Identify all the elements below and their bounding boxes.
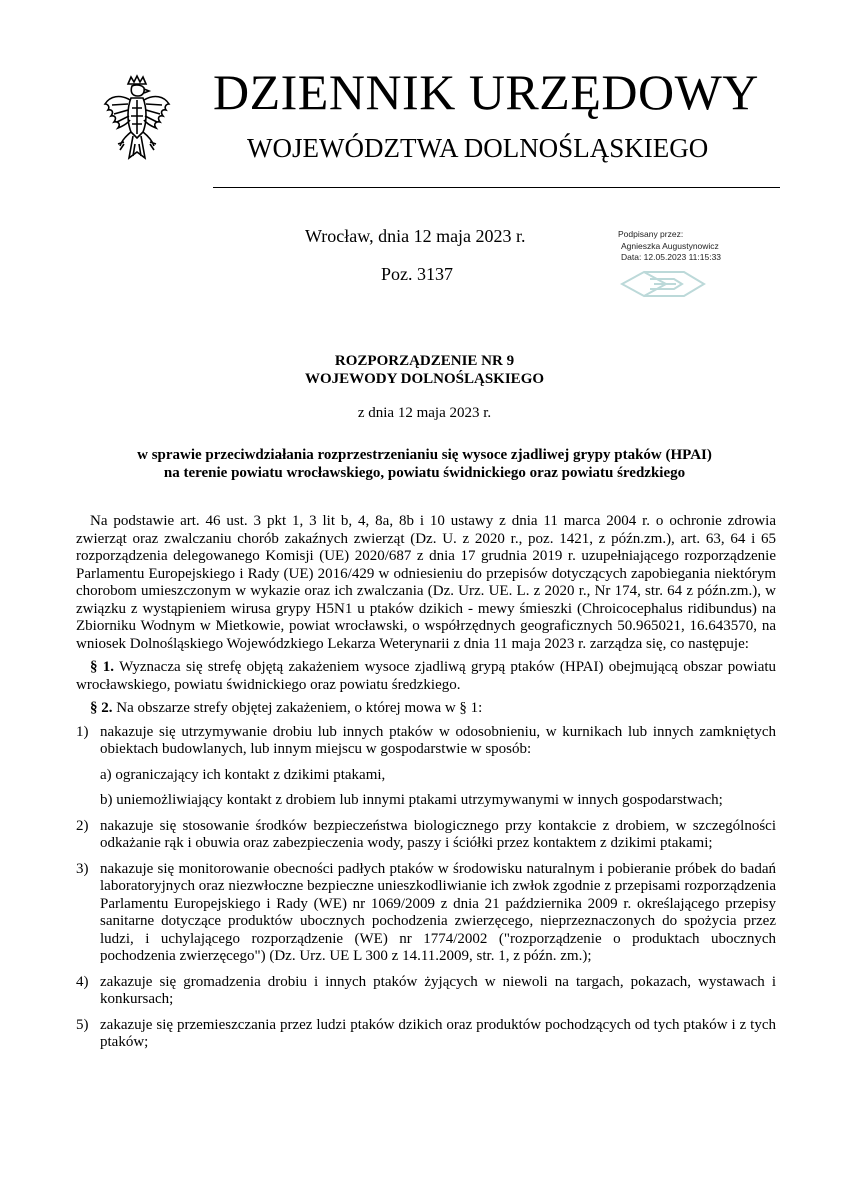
document-body	[76, 513, 776, 1052]
masthead-title: DZIENNIK URZĘDOWY	[213, 64, 759, 120]
list-item-number: 3)	[76, 860, 89, 877]
subject-line-2: na terenie powiatu wrocławskiego, powiatu świdnickiego oraz powiatu średzkiego	[163, 465, 686, 481]
list-item-text: nakazuje się stosowanie środków bezpieczeństwa biologicznego przy kontakcie z drobiem, w szczególności odkażanie rąk i obuwia oraz zabezpieczenia wody, paszy i ściółki przez kontaktem z dzikimi ptakami;	[100, 817, 776, 851]
section-1	[76, 659, 776, 694]
document-subject	[60, 446, 789, 482]
signer-name: Agnieszka Augustynowicz	[621, 240, 719, 251]
list-item-number: 4)	[76, 973, 89, 990]
digital-signature-block	[618, 229, 778, 264]
list-item	[76, 818, 776, 853]
polish-eagle-emblem	[102, 74, 172, 168]
section-2-text: Na obszarze strefy objętej zakażeniem, o której mowa w § 1:	[116, 700, 483, 716]
list-item-text: nakazuje się monitorowanie obecności padłych ptaków w środowisku naturalnym i pobieranie próbek do badań laboratoryjnych oraz niezwłoczne bezpieczne unieszkodliwianie ich zwłok zgodnie z przepisami rozporządzenia Parlamentu Europejskiego i Rady (WE) nr 1069/2009 z dnia 21 października 2009 r. określającego przepisy sanitarne dotyczące produktów ubocznych pochodzenia zwierzęcego, nieprzeznaczonych do spożycia przez ludzi, i uchylającego rozporządzenie (WE) nr 1774/2002 ("rozporządzenie o produktach ubocznych pochodzenia zwierzęcego") (Dz. Urz. UE L 300 z 14.11.2009, str. 1, z późn. zm.);	[100, 860, 776, 964]
section-1-number: § 1.	[90, 659, 115, 675]
section-1-text: Wyznacza się strefę objętą zakażeniem wysoce zjadliwą grypą ptaków (HPAI) obejmującą obszar powiatu wrocławskiego, powiatu świdnickiego oraz powiatu średzkiego.	[76, 659, 777, 693]
list-item	[76, 861, 776, 966]
place-and-date: Wrocław, dnia 12 maja 2023 r.	[305, 226, 526, 246]
list-item-number: 2)	[76, 817, 89, 834]
list-item	[76, 1017, 776, 1052]
list-item	[76, 974, 776, 1009]
signature-label: Podpisany przez:	[618, 229, 684, 239]
document-title: ROZPORZĄDZENIE NR 9	[334, 353, 515, 369]
list-item-text: zakazuje się gromadzenia drobiu i innych ptaków żyjących w niewoli na targach, pokazach, wystawach i konkursach;	[100, 973, 776, 1007]
subject-line-1: w sprawie przeciwdziałania rozprzestrzenianiu się wysoce zjadliwej grypy ptaków (HPAI)	[137, 447, 712, 463]
document-date: z dnia 12 maja 2023 r.	[357, 405, 492, 421]
sub-item-a: a) ograniczający ich kontakt z dzikimi ptakami,	[100, 766, 386, 783]
masthead-subtitle: WOJEWÓDZTWA DOLNOŚLĄSKIEGO	[247, 133, 709, 163]
section-2-number: § 2.	[90, 700, 113, 716]
signature-check-icon	[620, 270, 706, 298]
masthead-divider	[213, 187, 780, 188]
signature-date: Data: 12.05.2023 11:15:33	[621, 252, 722, 262]
list-item-number: 5)	[76, 1016, 89, 1033]
sub-item-b: b) uniemożliwiający kontakt z drobiem lub innymi ptakami utrzymywanymi w innych gospodarstwach;	[100, 792, 723, 808]
list-item-text: zakazuje się przemieszczania przez ludzi ptaków dzikich oraz produktów pochodzących od tych ptaków i z tych ptaków;	[100, 1016, 776, 1050]
list-item-text: nakazuje się utrzymywanie drobiu lub innych ptaków w odosobnieniu, w kurnikach lub innych zamkniętych obiektach budowlanych, lub innym miejscu w gospodarstwie w sposób:	[100, 723, 776, 757]
position-number: Poz. 3137	[381, 264, 453, 284]
list-item	[76, 724, 776, 759]
preamble: Na podstawie art. 46 ust. 3 pkt 1, 3 lit b, 4, 8a, 8b i 10 ustawy z dnia 11 marca 2004 r. o ochronie zdrowia zwierząt oraz zwalczaniu chorób zakaźnych zwierząt (Dz. U. z 2020 r., poz. 1421, z późn.zm.), art. 63, 64 i 65 rozporządzenia delegowanego Komisji (UE) 2020/687 z dnia 17 grudnia 2019 r. uzupełniającego rozporządzenie Parlamentu Europejskiego i Rady (UE) 2016/429 w odniesieniu do przepisów dotyczących zapobiegania niektórym chorobom umieszczonym w wykazie oraz ich zwalczania (Dz. Urz. UE. L. z 2020 r., Nr 174, str. 64 z późn.zm.), w związku z wystąpieniem wirusa grypy H5N1 u ptaków dzikich - mewy śmieszki (Chroicocephalus ridibundus) na Zbiorniku Wodnym w Mietkowie, powiat wrocławski, o współrzędnych geograficznych 50.965021, 16.643570, na wniosek Dolnośląskiego Wojewódzkiego Lekarza Weterynarii z dnia 11 maja 2023 r. zarządza się, co następuje:	[76, 513, 776, 652]
document-issuer: WOJEWODY DOLNOŚLĄSKIEGO	[304, 371, 545, 387]
list-item-number: 1)	[76, 723, 89, 740]
section-2	[76, 700, 776, 718]
